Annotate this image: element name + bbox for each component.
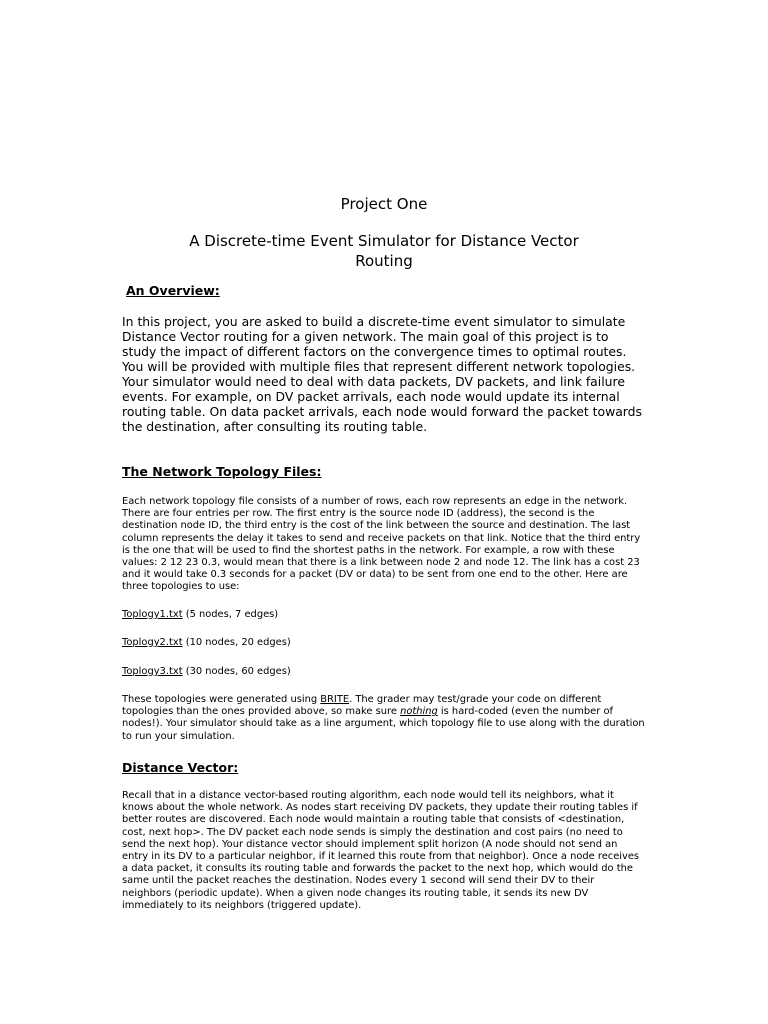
topology-file-item <box>122 637 646 649</box>
overview-paragraph: In this project, you are asked to build a discrete-time event simulator to simulate Distance Vector routing for a given network. The main goal of this project is to study the impact of different factors on the convergence times to optimal routes. You will be provided with multiple files that represent different network topologies. Your simulator would need to deal with data packets, DV packets, and link failure events. For example, on DV packet arrivals, each node would update its internal routing table. On data packet arrivals, each node would forward the packet towards the destination, after consulting its routing table. <box>122 314 642 434</box>
generated-text-2: . The grader may test/grade your code on different topologies than the ones provided above, so make sure <box>122 694 602 718</box>
nothing-emphasis: nothing <box>400 706 438 718</box>
topology-file-link[interactable]: Toplogy1.txt <box>122 609 183 620</box>
topology-file-item <box>122 609 646 621</box>
distance-vector-paragraph: Recall that in a distance vector-based routing algorithm, each node would tell its neighbors, what it knows about the whole network. As nodes start receiving DV packets, they update their routing tables if better routes are discovered. Each node would maintain a routing table that consists of <destination, cost, next hop>. The DV packet each node sends is simply the destination and cost pairs (no need to send the next hop). Your distance vector should implement split horizon (A node should not send an entry in its DV to a particular neighbor, if it learned this route from that neighbor). Once a node receives a data packet, it consults its routing table and forwards the packet to the next hop, which would do the same until the packet reaches the destination. Nodes every 1 second will send their DV to their neighbors (periodic update). When a given node changes its routing table, it sends its new DV immediately to its neighbors (triggered update). <box>122 790 640 911</box>
subtitle-line-2: Routing <box>355 252 413 270</box>
topology-intro-paragraph: Each network topology file consists of a number of rows, each row represents an edge in the network. There are four entries per row. The first entry is the source node ID (address), the second is the destination node ID, the third entry is the cost of the link between the source and destination. The last column represents the delay it takes to send and receive packets on that link. Notice that the third entry is the one that will be used to find the shortest paths in the network. For example, a row with these values: 2 12 23 0.3, would mean that there is a link between node 2 and node 12. The link has a cost 23 and it would take 0.3 seconds for a packet (DV or data) to be sent from one end to the other. Here are three topologies to use: <box>122 496 641 593</box>
topology-file-desc: (5 nodes, 7 edges) <box>182 609 279 620</box>
topology-file-item <box>122 666 646 678</box>
topology-file-link[interactable]: Toplogy3.txt <box>122 666 183 677</box>
topology-heading: The Network Topology Files: <box>122 464 322 479</box>
document-title: Project One <box>340 195 428 213</box>
generated-text-1: These topologies were generated using <box>122 694 321 705</box>
document-subtitle <box>0 231 768 271</box>
overview-heading: An Overview: <box>126 283 220 298</box>
generated-text-3: is hard-coded (even the number of nodes!). Your simulator should take as a line argument, which topology file to use along with the duration to run your simulation. <box>122 706 645 742</box>
topology-file-link[interactable]: Toplogy2.txt <box>122 637 183 648</box>
topology-file-desc: (10 nodes, 20 edges) <box>182 637 291 648</box>
brite-link[interactable]: BRITE <box>320 694 350 705</box>
distance-vector-heading: Distance Vector: <box>122 760 239 775</box>
topology-generated-paragraph <box>122 694 646 743</box>
topology-file-desc: (30 nodes, 60 edges) <box>182 666 291 677</box>
subtitle-line-1: A Discrete-time Event Simulator for Distance Vector <box>189 232 579 250</box>
